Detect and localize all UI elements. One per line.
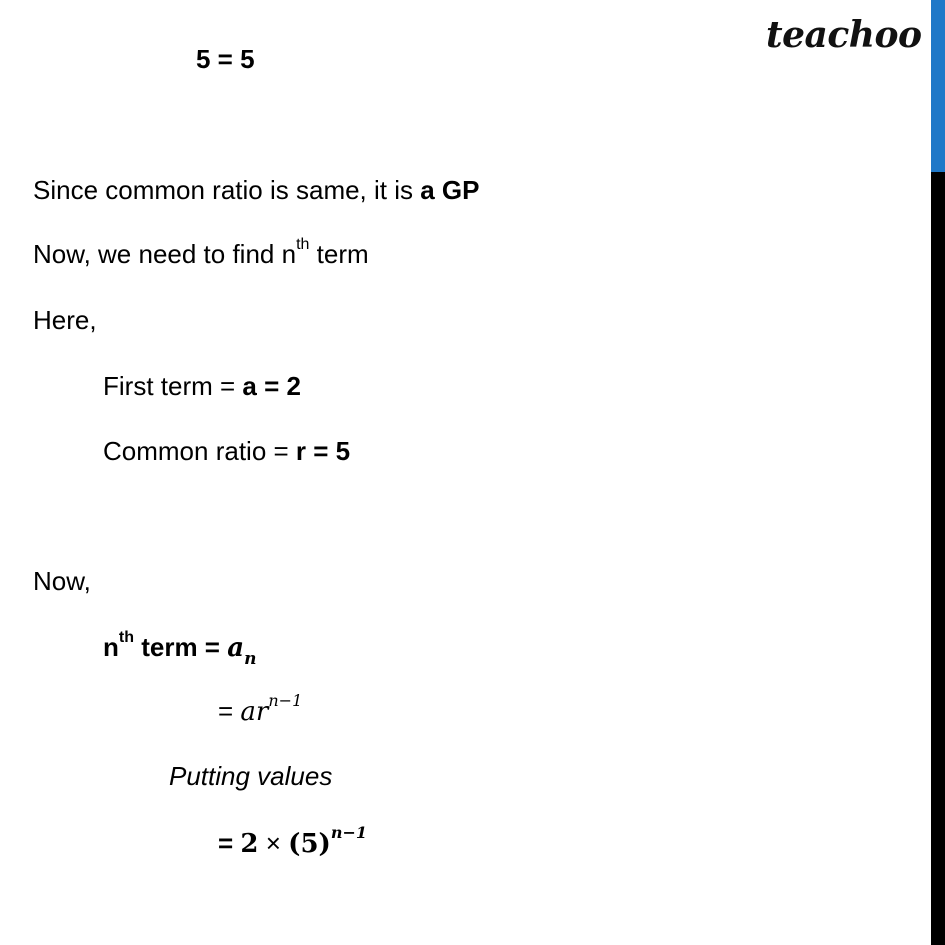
scrollbar-thumb[interactable] <box>931 0 945 172</box>
final-times: × <box>258 828 289 858</box>
nth-subscript: n <box>244 649 257 670</box>
common-ratio-line <box>103 436 350 466</box>
final-result-line <box>218 823 368 859</box>
common-ratio-label: Common ratio = <box>103 436 296 466</box>
since-text: Since common ratio is same, it is <box>33 175 421 205</box>
putting-values-line: Putting values <box>169 761 333 791</box>
scrollbar-track[interactable] <box>931 0 945 945</box>
since-line <box>33 175 479 205</box>
common-ratio-value: r = 5 <box>295 436 351 466</box>
final-exponent: n−1 <box>330 823 368 843</box>
teachoo-logo: teachoo <box>766 14 922 56</box>
first-term-line <box>103 371 301 401</box>
now-line: Now, <box>33 566 91 596</box>
final-base: (5) <box>288 829 331 859</box>
nth-term-label: term = <box>134 632 228 662</box>
final-two: 2 <box>240 829 259 859</box>
formula-base: ar <box>240 697 269 727</box>
nth-n: n <box>103 632 119 662</box>
final-equals: = <box>218 828 241 858</box>
formula-line <box>218 691 303 727</box>
formula-equals: = <box>218 696 241 726</box>
nth-intro-text: Now, we need to find n <box>33 239 297 269</box>
first-term-value: a = 2 <box>242 371 301 401</box>
nth-term-line <box>103 629 257 670</box>
nth-term-intro-line <box>33 236 369 269</box>
nth-intro-suffix: term <box>309 239 369 269</box>
here-line: Here, <box>33 305 97 335</box>
equation-check: 5 = 5 <box>196 44 255 74</box>
first-term-label: First term = <box>103 371 243 401</box>
formula-exponent: n−1 <box>268 691 303 711</box>
nth-a-symbol: a <box>227 633 245 663</box>
nth-superscript: th <box>118 629 134 647</box>
nth-intro-superscript: th <box>296 236 310 254</box>
since-bold-text: a GP <box>420 175 480 205</box>
